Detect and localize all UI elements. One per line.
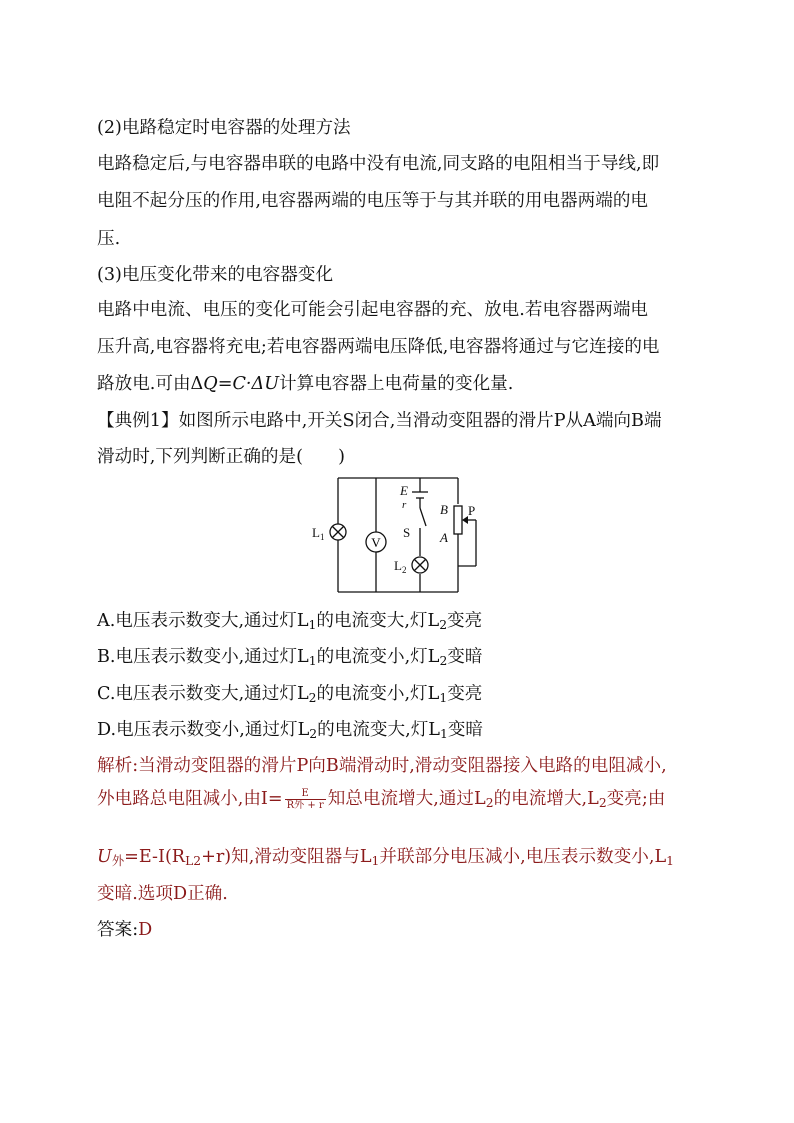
label-b: B: [440, 502, 448, 517]
answer-value: D: [138, 920, 153, 940]
voltmeter-label: V: [371, 535, 381, 550]
section3-line-1: 电路中电流、电压的变化可能会引起电容器的充、放电.若电容器两端电: [97, 300, 649, 320]
circuit-diagram: [300, 470, 500, 600]
section2-line-2: 电阻不起分压的作用,电容器两端的电压等于与其并联的用电器两端的电: [97, 191, 649, 211]
option-d: D.电压表示数变小,通过灯$L_2$的电流变大,灯$L_1$变暗: [97, 720, 484, 742]
example-tag: 【典例1】: [97, 411, 179, 431]
label-s: S: [403, 525, 411, 540]
analysis-line-1: 解析:当滑动变阻器的滑片P向B端滑动时,滑动变阻器接入电路的电阻减小,: [97, 756, 667, 776]
label-a: A: [440, 530, 448, 545]
lamp-l2-icon: [412, 557, 428, 573]
section3-line-3: 路放电.可由ΔQ=C·ΔU计算电容器上电荷量的变化量.: [97, 374, 514, 394]
answer-line: [97, 916, 152, 941]
label-p: P: [468, 503, 476, 518]
analysis-line-2: 外电路总电阻减小,由I= $\frac{E}{\text{R外 + r}}$ 知总电流增大,通过$L_2$的电流增大$,L_2$变亮;由: [97, 787, 666, 811]
lamp-l1-icon: [330, 524, 346, 540]
label-l1: $L_1$: [312, 525, 325, 542]
section3-line-2: 压升高,电容器将充电;若电容器两端电压降低,电容器将通过与它连接的电: [97, 337, 660, 357]
section3-heading: (3)电压变化带来的电容器变化: [97, 265, 334, 285]
section2-line-1: 电路稳定后,与电容器串联的电路中没有电流,同支路的电阻相当于导线,即: [97, 154, 660, 174]
example-line-1: 【典例1】如图所示电路中,开关S闭合,当滑动变阻器的滑片P从A端向B端: [97, 411, 662, 431]
option-a: A.电压表示数变大,通过灯$L_1$的电流变大,灯$L_2$变亮: [97, 611, 483, 633]
answer-label: 答案:: [97, 920, 139, 940]
option-c: C.电压表示数变大,通过灯$L_2$的电流变小,灯$L_1$变亮: [97, 684, 483, 706]
label-e: E: [400, 483, 408, 498]
section2-line-3: 压.: [97, 229, 121, 249]
example-line-2: 滑动时,下列判断正确的是( ): [97, 447, 346, 467]
fraction: $\frac{E}{\text{R外 + r}}$: [286, 787, 324, 811]
label-l2: $L_2$: [394, 558, 407, 575]
label-r: r: [402, 499, 407, 511]
option-b: B.电压表示数变小,通过灯$L_1$的电流变小,灯$L_2$变暗: [97, 647, 483, 669]
formula: Q=C·ΔU: [203, 374, 280, 394]
analysis-line-3: $U_外=E-I(R_{L2}+r)$知,滑动变阻器与$L_1$并联部分电压减小,电压表示数变小$,L_1$: [97, 847, 674, 869]
section2-heading: (2)电路稳定时电容器的处理方法: [97, 118, 351, 138]
analysis-line-4: 变暗.选项D正确.: [97, 884, 228, 904]
